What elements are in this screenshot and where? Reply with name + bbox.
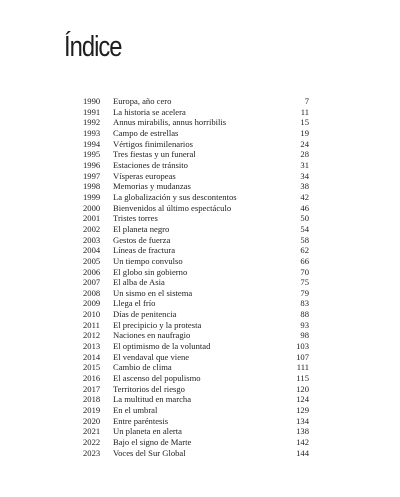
toc-chapter-title: El globo sin gobierno xyxy=(113,266,188,277)
toc-entry xyxy=(83,416,309,427)
toc-entry xyxy=(83,224,309,235)
toc-entry xyxy=(83,171,309,182)
toc-chapter-title: Entre paréntesis xyxy=(113,415,169,426)
toc-entry xyxy=(83,277,309,288)
toc-year: 1998 xyxy=(83,181,101,192)
toc-page-number: 66 xyxy=(300,255,309,266)
toc-entry xyxy=(83,448,309,459)
toc-entry xyxy=(83,203,309,214)
toc-year: 1997 xyxy=(83,170,101,181)
toc-entry xyxy=(83,107,309,118)
toc-entry xyxy=(83,426,309,437)
toc-page-number: 83 xyxy=(300,298,309,309)
toc-chapter-title: Un planeta en alerta xyxy=(113,426,182,437)
toc-year: 2006 xyxy=(83,266,101,277)
toc-year: 2013 xyxy=(83,341,101,352)
toc-page-number: 38 xyxy=(300,181,309,192)
toc-page-number: 120 xyxy=(296,383,309,394)
toc-chapter-title: La globalización y sus descontentos xyxy=(113,191,237,202)
toc-chapter-title: El optimismo de la voluntad xyxy=(113,341,211,352)
toc-year: 2010 xyxy=(83,309,101,320)
toc-chapter-title: Gestos de fuerza xyxy=(113,234,171,245)
toc-year: 2009 xyxy=(83,298,101,309)
toc-page-number: 28 xyxy=(300,149,309,160)
toc-page-number: 7 xyxy=(304,96,309,106)
toc-entry xyxy=(83,128,309,139)
toc-page-number: 138 xyxy=(296,426,309,437)
toc-page-number: 111 xyxy=(296,362,309,373)
toc-year: 2018 xyxy=(83,394,101,405)
toc-entry xyxy=(83,192,309,203)
toc-chapter-title: Cambio de clima xyxy=(113,362,172,373)
toc-year: 2014 xyxy=(83,351,101,362)
toc-entry xyxy=(83,96,309,107)
toc-page-number: 107 xyxy=(296,351,309,362)
toc-page-number: 88 xyxy=(300,309,309,320)
toc-entry xyxy=(83,362,309,373)
toc-page-number: 24 xyxy=(300,138,309,149)
toc-year: 1996 xyxy=(83,159,101,170)
toc-chapter-title: La historia se acelera xyxy=(113,106,186,117)
toc-page-number: 58 xyxy=(300,234,309,245)
toc-chapter-title: Días de penitencia xyxy=(113,309,177,320)
toc-chapter-title: El vendaval que viene xyxy=(113,351,190,362)
toc-page-number: 34 xyxy=(300,170,309,181)
toc-year: 2005 xyxy=(83,255,101,266)
toc-page-number: 103 xyxy=(296,341,309,352)
toc-page-number: 75 xyxy=(300,277,309,288)
toc-page-number: 129 xyxy=(296,405,309,416)
toc-entry xyxy=(83,298,309,309)
toc-entry xyxy=(83,341,309,352)
toc-entry xyxy=(83,394,309,405)
toc-year: 2003 xyxy=(83,234,101,245)
toc-entry xyxy=(83,213,309,224)
toc-year: 2007 xyxy=(83,277,101,288)
toc-entry xyxy=(83,320,309,331)
toc-page-number: 115 xyxy=(296,373,309,384)
toc-page-number: 46 xyxy=(300,202,309,213)
toc-page-number: 50 xyxy=(300,213,309,224)
toc-entry xyxy=(83,437,309,448)
toc-chapter-title: Territorios del riesgo xyxy=(113,383,185,394)
toc-year: 1992 xyxy=(83,117,101,128)
toc-chapter-title: Bienvenidos al último espectáculo xyxy=(113,202,232,213)
toc-year: 2023 xyxy=(83,447,101,458)
toc-entry xyxy=(83,330,309,341)
toc-page-number: 15 xyxy=(300,117,309,128)
toc-entry xyxy=(83,235,309,246)
toc-chapter-title: Llega el frío xyxy=(113,298,156,309)
toc-chapter-title: El alba de Asia xyxy=(113,277,165,288)
toc-page-number: 144 xyxy=(296,447,309,458)
toc-chapter-title: Tristes torres xyxy=(113,213,158,224)
toc-chapter-title: Tres fiestas y un funeral xyxy=(113,149,196,160)
toc-page-number: 70 xyxy=(300,266,309,277)
toc-year: 1999 xyxy=(83,191,101,202)
toc-chapter-title: Memorias y mudanzas xyxy=(113,181,191,192)
toc-year: 1995 xyxy=(83,149,101,160)
toc-chapter-title: Annus mirabilis, annus horribilis xyxy=(113,117,227,128)
toc-year: 1991 xyxy=(83,106,101,117)
toc-page-number: 98 xyxy=(300,330,309,341)
toc-entry xyxy=(83,149,309,160)
toc-chapter-title: Un tiempo convulso xyxy=(113,255,183,266)
toc-entry xyxy=(83,267,309,278)
toc-year: 2000 xyxy=(83,202,101,213)
toc-chapter-title: Naciones en naufragio xyxy=(113,330,191,341)
toc-chapter-title: Bajo el signo de Marte xyxy=(113,437,192,447)
toc-entry xyxy=(83,245,309,256)
toc-chapter-title: Voces del Sur Global xyxy=(113,447,186,458)
toc-entry xyxy=(83,288,309,299)
toc-year: 2020 xyxy=(83,415,101,426)
toc-page-number: 142 xyxy=(296,437,309,447)
toc-year: 1994 xyxy=(83,138,101,149)
toc-page-number: 19 xyxy=(300,127,309,138)
toc-page-number: 31 xyxy=(300,159,309,170)
toc-page-number: 93 xyxy=(300,319,309,330)
toc-chapter-title: Vísperas europeas xyxy=(113,170,176,181)
toc-entry xyxy=(83,160,309,171)
toc-entry xyxy=(83,117,309,128)
toc-year: 2008 xyxy=(83,287,101,298)
toc-year: 2001 xyxy=(83,213,101,224)
toc-entry xyxy=(83,139,309,150)
toc-year: 2021 xyxy=(83,426,101,437)
toc-chapter-title: Líneas de fractura xyxy=(113,245,176,256)
toc-entry xyxy=(83,384,309,395)
toc-page-number: 62 xyxy=(300,245,309,256)
toc-year: 1990 xyxy=(83,96,101,106)
toc-chapter-title: Campo de estrellas xyxy=(113,127,179,138)
toc-page-number: 54 xyxy=(300,223,309,234)
toc-page-number: 134 xyxy=(296,415,309,426)
toc-page-number: 124 xyxy=(296,394,309,405)
toc-chapter-title: Europa, año cero xyxy=(113,96,172,106)
toc-entry xyxy=(83,405,309,416)
toc-entry xyxy=(83,181,309,192)
toc-chapter-title: El planeta negro xyxy=(113,223,170,234)
toc-chapter-title: El precipicio y la protesta xyxy=(113,319,202,330)
toc-year: 2011 xyxy=(83,319,100,330)
toc-year: 2015 xyxy=(83,362,101,373)
table-of-contents xyxy=(83,96,309,458)
toc-year: 2004 xyxy=(83,245,101,256)
toc-year: 2019 xyxy=(83,405,101,416)
toc-chapter-title: El ascenso del populismo xyxy=(113,373,201,384)
toc-chapter-title: La multitud en marcha xyxy=(113,394,192,405)
toc-year: 2022 xyxy=(83,437,101,447)
toc-page-number: 11 xyxy=(300,106,309,117)
toc-year: 2002 xyxy=(83,223,101,234)
toc-page-number: 79 xyxy=(300,287,309,298)
toc-entry xyxy=(83,373,309,384)
toc-entry xyxy=(83,256,309,267)
toc-chapter-title: Un sismo en el sistema xyxy=(113,287,193,298)
toc-year: 2012 xyxy=(83,330,101,341)
toc-year: 2017 xyxy=(83,383,101,394)
toc-year: 2016 xyxy=(83,373,101,384)
page-title: Índice xyxy=(64,31,122,63)
toc-entry xyxy=(83,352,309,363)
toc-chapter-title: En el umbral xyxy=(113,405,158,416)
toc-entry xyxy=(83,309,309,320)
toc-chapter-title: Vértigos finimilenarios xyxy=(113,138,193,149)
toc-year: 1993 xyxy=(83,127,101,138)
toc-chapter-title: Estaciones de tránsito xyxy=(113,159,188,170)
toc-page-number: 42 xyxy=(300,191,309,202)
